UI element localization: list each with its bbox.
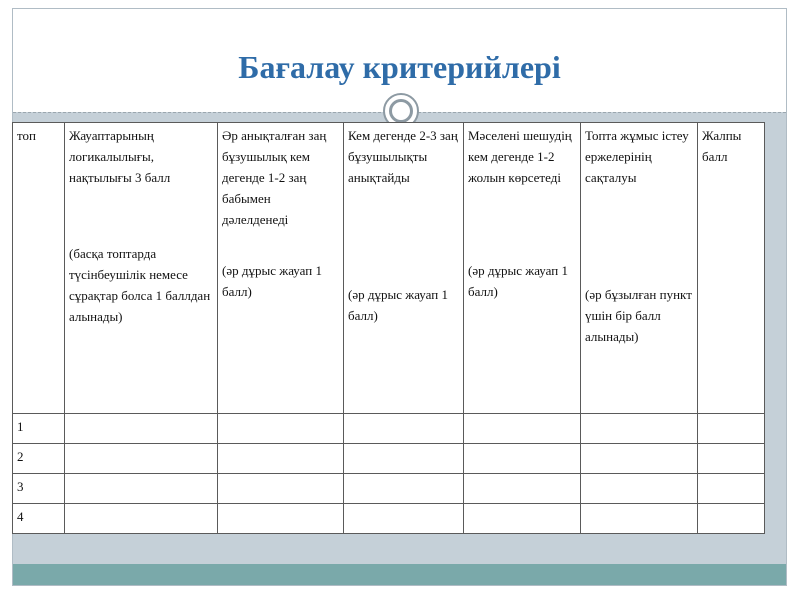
- header-cell-teamwork: [581, 123, 698, 414]
- total-cell[interactable]: [698, 414, 765, 444]
- header-note: (әр дұрыс жауап 1 балл): [468, 263, 568, 299]
- score-cell[interactable]: [464, 444, 581, 474]
- table-row: [13, 444, 765, 474]
- total-cell[interactable]: [698, 504, 765, 534]
- score-cell[interactable]: [218, 504, 344, 534]
- row-number: 1: [13, 414, 65, 444]
- header-label: топ: [17, 128, 36, 143]
- header-label: Топта жұмыс істеу ержелерінің сақталуы: [585, 128, 689, 185]
- table-row: [13, 474, 765, 504]
- score-cell[interactable]: [65, 504, 218, 534]
- row-number: 4: [13, 504, 65, 534]
- score-cell[interactable]: [464, 504, 581, 534]
- header-cell-logic: [65, 123, 218, 414]
- table-row: [13, 504, 765, 534]
- header-label: Кем дегенде 2-3 заң бұзушылықты анықтайды: [348, 128, 458, 185]
- score-cell[interactable]: [65, 414, 218, 444]
- score-cell[interactable]: [218, 474, 344, 504]
- header-note: (әр бұзылған пункт үшін бір балл алынады): [585, 287, 692, 344]
- score-cell[interactable]: [464, 474, 581, 504]
- score-cell[interactable]: [581, 504, 698, 534]
- header-note: (басқа топтарда түсінбеушілік немесе сұрақтар болса 1 баллдан алынады): [69, 246, 211, 324]
- score-cell[interactable]: [65, 474, 218, 504]
- score-cell[interactable]: [344, 444, 464, 474]
- header-cell-law-articles: [218, 123, 344, 414]
- header-cell-group: [13, 123, 65, 414]
- header-cell-solutions: [464, 123, 581, 414]
- row-number: 2: [13, 444, 65, 474]
- score-cell[interactable]: [581, 474, 698, 504]
- header-note: (әр дұрыс жауап 1 балл): [348, 287, 448, 323]
- header-label: Жалпы балл: [702, 128, 742, 164]
- score-cell[interactable]: [581, 414, 698, 444]
- footer-bar: [13, 564, 786, 585]
- score-cell[interactable]: [464, 414, 581, 444]
- row-number: 3: [13, 474, 65, 504]
- score-cell[interactable]: [581, 444, 698, 474]
- total-cell[interactable]: [698, 474, 765, 504]
- score-cell[interactable]: [344, 474, 464, 504]
- score-cell[interactable]: [218, 414, 344, 444]
- slide-title: Бағалау критерийлері: [238, 49, 561, 85]
- header-label: Әр анықталған заң бұзушылық кем дегенде 1-2 заң бабымен дәлелденеді: [222, 128, 327, 227]
- criteria-table: [12, 122, 765, 534]
- header-row: [13, 123, 765, 414]
- score-cell[interactable]: [344, 414, 464, 444]
- header-cell-total: [698, 123, 765, 414]
- score-cell[interactable]: [344, 504, 464, 534]
- table-row: [13, 414, 765, 444]
- circle-ornament-inner: [389, 99, 413, 123]
- score-cell[interactable]: [65, 444, 218, 474]
- header-cell-violations: [344, 123, 464, 414]
- header-label: Мәселені шешудің кем дегенде 1-2 жолын көрсетеді: [468, 128, 572, 185]
- header-note: (әр дұрыс жауап 1 балл): [222, 263, 322, 299]
- header-label: Жауаптарының логикалылығы, нақтылығы 3 балл: [69, 128, 171, 185]
- score-cell[interactable]: [218, 444, 344, 474]
- total-cell[interactable]: [698, 444, 765, 474]
